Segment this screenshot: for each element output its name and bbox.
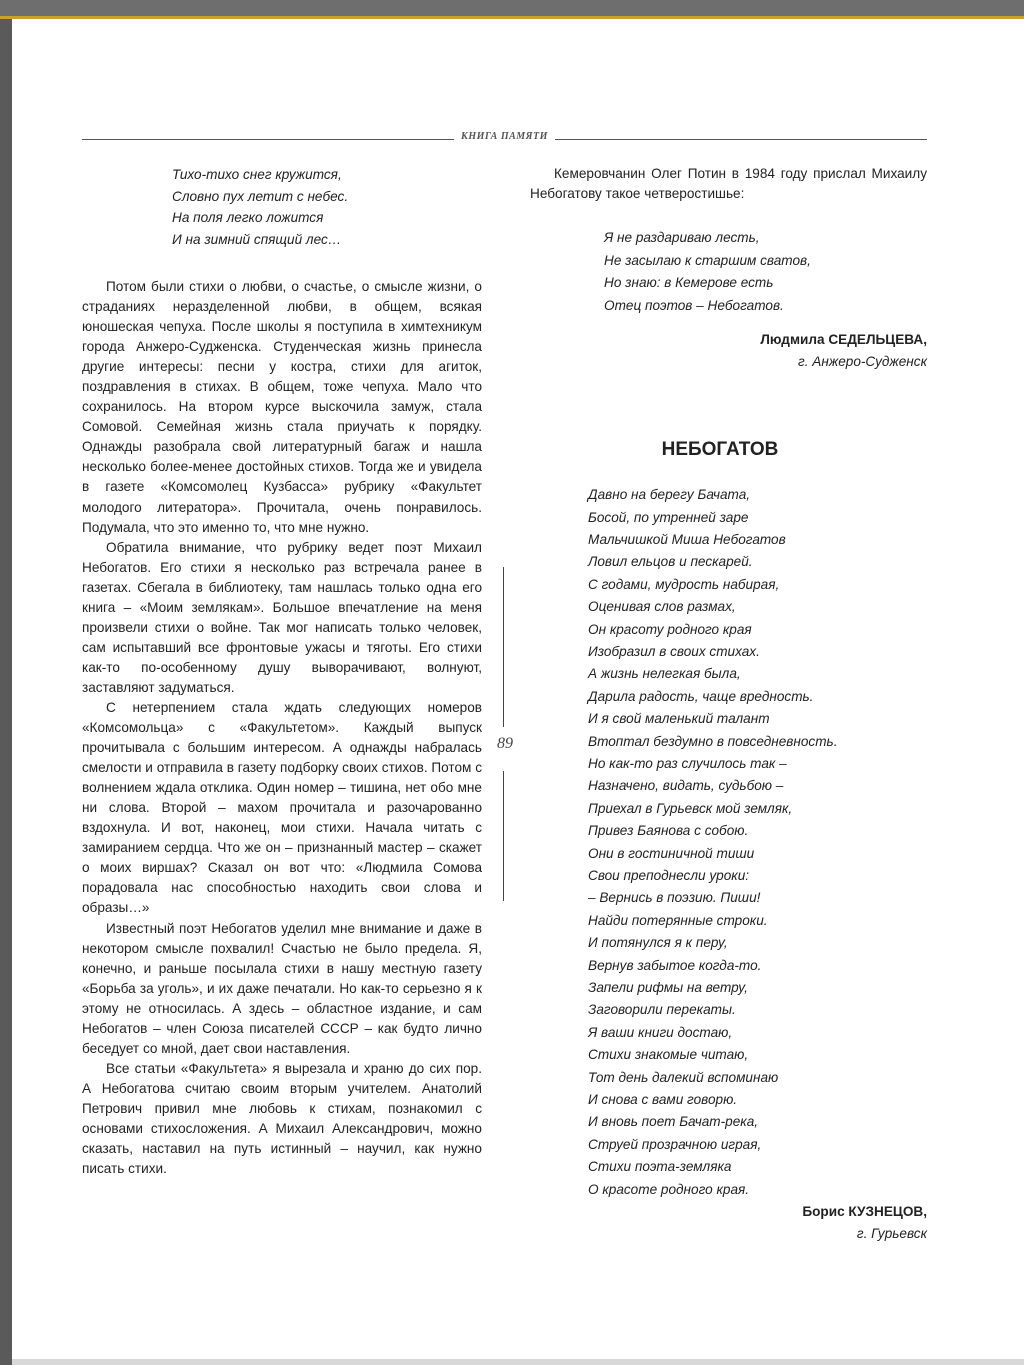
poem-line: Стихи знакомые читаю, [588,1047,749,1063]
poem-line: Отец поэтов – Небогатов. [604,297,784,313]
poem-line: На поля легко ложится [172,210,324,225]
poem-title: НЕБОГАТОВ [661,439,779,461]
poem-line: С годами, мудрость набирая, [588,576,780,592]
left-poem [172,164,482,250]
viewer-bottom-edge [12,1359,1024,1365]
author-signature [530,329,927,373]
poem-line: А жизнь нелегкая была, [588,666,741,682]
intro-paragraph: Кемеровчанин Олег Потин в 1984 году прислал Михаилу Небогатову такое четверостишье: [530,166,927,202]
poem-line: Тот день далекий вспоминаю [588,1069,779,1085]
poem-line: Заговорили перекаты. [588,1002,736,1018]
viewer-top-bar [0,0,1024,19]
article-paragraph: Все статьи «Факультета» я вырезала и храню до сих пор. А Небогатова считаю своим вторым учителем. Анатолий Петрович привил мне любовь к стихам, познакомил с основами стихосложения. А Михаил Александрович, можно сказать, наставил на путь истинный – научил, как нужно писать стихи. [82,1060,482,1177]
poem-nebogatov [588,484,927,1201]
viewer-left-border [0,19,12,1365]
poem-line: Струей прозрачною играя, [588,1136,762,1152]
poem-line: Мальчишкой Миша Небогатов [588,531,786,547]
document-page [12,19,1024,1359]
poem-line: Назначено, видать, судьбою – [588,778,784,794]
poem-line: Стихи поэта-земляка [588,1159,732,1175]
poem-line: Они в гостиничной тиши [588,845,755,861]
quatrain [604,227,927,317]
article-paragraph: Обратила внимание, что рубрику ведет поэт Михаил Небогатов. Его стихи я несколько раз встречала ранее в газетах. Сбегала в библиотеку, там нашлась только одна его книга – «Моим землякам». Большое впечатление на меня произвели стихи о войне. Так мог написать только человек, сам испытавший все фронтовые ужасы и тяготы. Его стихи как-то по-особенному душу выворачивают, волнуют, заставляют задуматься. [82,539,482,695]
article-paragraph: С нетерпением стала ждать следующих номеров «Комсомольца» с «Факультетом». Каждый выпуск прочитывала с большим интересом. А однажды набралась смелости и отправила в газету подборку своих стихов. Потом с волнением ждала отклика. Один номер – тишина, нет обо мне ни слова. Второй – махом прочитала и разочарованно вздохнула. И вот, наконец, мои стихи. Начала читать с замиранием сердца. Что же он – признанный мастер – скажет о моих виршах? Сказал он вот что: «Людмила Сомова порадовала нас способностью находить свои слова и образы…» [82,699,482,916]
right-column [530,164,927,1245]
article-paragraph: Известный поэт Небогатов уделил мне внимание и даже в некотором смысле похвалил! Счастью не было предела. Я, конечно, и раньше посылала стихи в нашу местную газету «Борьба за уголь», и их даже печатали. Но как-то серьезно я к этому не относилась. А здесь – областное издание, и сам Небогатов – член Союза писателей СССР – как будто лично беседует со мной, дает свои наставления. [82,920,482,1056]
poem-line: Приехал в Гурьевск мой земляк, [588,800,793,816]
poem-line: И на зимний спящий лес… [172,231,342,247]
poem-line: Найди потерянные строки. [588,912,768,928]
poem-line: Я ваши книги достаю, [588,1024,733,1040]
left-column [82,164,482,1179]
author-city: г. Гурьевск [856,1226,927,1242]
header-title: КНИГА ПАМЯТИ [461,131,548,142]
author-signature [530,1201,927,1245]
poem-line: И вновь поет Бачат-река, [588,1114,759,1130]
poem-line: И снова с вами говорю. [588,1092,738,1108]
poem-line: Втоптал бездумно в повседневность. [588,733,838,749]
poem-line: Оценивая слов размах, [588,599,736,615]
header-rule-right [555,139,927,140]
poem-line: И потянулся я к перу, [588,935,728,951]
poem-line: Давно на берегу Бачата, [588,487,751,503]
poem-line: Босой, по утренней заре [588,509,749,525]
poem-line: – Вернись в поэзию. Пиши! [588,890,761,906]
header-rule-left [82,139,454,140]
poem-line: Но знаю: в Кемерове есть [604,275,774,291]
author-name: Борис КУЗНЕЦОВ, [802,1204,927,1220]
poem-line: Вернув забытое когда-то. [588,957,762,973]
poem-line: Я не раздариваю лесть, [604,230,760,246]
poem-line: Не засылаю к старшим сватов, [604,252,811,268]
poem-line: И я свой маленький талант [588,711,770,727]
author-name: Людмила СЕДЕЛЬЦЕВА, [760,332,927,348]
page-number: 89 [497,735,513,752]
poem-line: Он красоту родного края [588,621,752,637]
poem-line: О красоте родного края. [588,1181,750,1197]
article-paragraph: Потом были стихи о любви, о счастье, о смысле жизни, о страданиях неразделенной любви, в общем, всякая юношеская чепуха. После школы я поступила в химтехникум города Анжеро-Судженска. Студенческая жизнь принесла другие интересы: песни у костра, стихи для агиток, поздравления в стихах. В общем, тоже чепуха. Мало что сохранилось. На втором курсе выскочила замуж, стала Сомовой. Семейная жизнь стала приучать к порядку. Однажды разобрала свой литературный багаж и нашла несколько более-менее достойных стихов. Тогда же и увидела в газете «Комсомолец Кузбасса» рубрику «Факультет молодого литератора». Прочитала, очень понравилось. Подумала, что это именно то, что мне нужно. [82,279,482,535]
poem-line: Привез Баянова с собою. [588,823,749,839]
poem-line: Запели рифмы на ветру, [588,980,748,996]
poem-line: Дарила радость, чаще вредность. [588,688,814,704]
poem-line: Свои преподнесли уроки: [588,868,750,883]
poem-line: Словно пух летит с небес. [172,188,349,204]
author-city: г. Анжеро-Судженск [798,354,927,370]
poem-line: Тихо-тихо снег кружится, [172,167,342,182]
poem-line: Ловил ельцов и пескарей. [588,554,753,570]
poem-line: Но как-то раз случилось так – [588,755,787,771]
poem-line: Изобразил в своих стихах. [588,643,760,659]
gutter-rule-bottom [503,771,504,901]
gutter-rule-top [503,567,504,727]
